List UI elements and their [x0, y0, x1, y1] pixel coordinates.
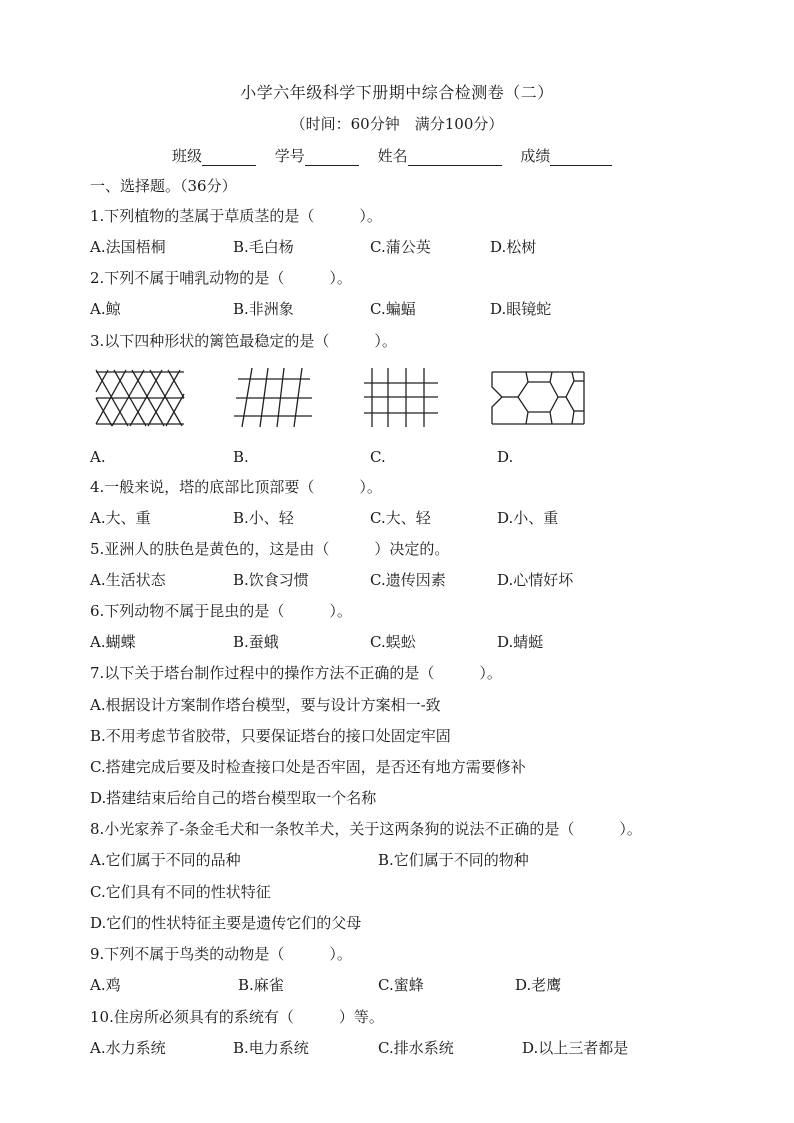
question-5-option-b[interactable]: B.饮食习惯	[233, 571, 309, 589]
question-8-stem: 8.小光家养了-条金毛犬和一条牧羊犬，关于这两条狗的说法不正确的是（ ）。	[90, 820, 642, 838]
question-9-stem: 9.下列不属于鸟类的动物是（ ）。	[90, 945, 352, 963]
question-5-stem: 5.亚洲人的肤色是黄色的，这是由（ ）决定的。	[90, 540, 450, 558]
score-field[interactable]	[520, 145, 612, 166]
question-6-option-b[interactable]: B.蚕蛾	[233, 633, 279, 651]
fence-d-hexagon-pattern-image	[488, 367, 588, 429]
student-number-label: 学号	[274, 147, 305, 165]
question-7-stem: 7.以下关于塔台制作过程中的操作方法不正确的是（ ）。	[90, 664, 502, 682]
score-label: 成绩	[520, 147, 551, 165]
question-3-option-b[interactable]: B.	[233, 448, 249, 466]
question-2-option-b[interactable]: B.非洲象	[233, 300, 294, 318]
question-8-option-a[interactable]: A.它们属于不同的品种	[90, 851, 241, 869]
question-4-option-a[interactable]: A.大、重	[90, 509, 151, 527]
student-number-field[interactable]	[275, 145, 359, 166]
question-5-option-d[interactable]: D.心情好坏	[497, 571, 574, 589]
fence-b-slanted-grid-image	[232, 365, 316, 429]
section-heading: 一、选择题。（36分）	[90, 177, 237, 195]
name-label: 姓名	[377, 147, 408, 165]
student-number-blank[interactable]	[305, 148, 359, 166]
question-3-option-c[interactable]: C.	[370, 448, 386, 466]
class-label: 班级	[172, 147, 203, 165]
name-blank[interactable]	[408, 148, 502, 166]
question-5-option-c[interactable]: C.遗传因素	[370, 571, 446, 589]
question-9-option-c[interactable]: C.蜜蜂	[378, 976, 424, 994]
question-6-stem: 6.下列动物不属于昆虫的是（ ）。	[90, 602, 352, 620]
exam-title: 小学六年级科学下册期中综合检测卷（二）	[240, 83, 554, 102]
question-4-option-d[interactable]: D.小、重	[497, 509, 559, 527]
fence-a-triangle-lattice-image	[94, 367, 186, 429]
question-9-option-d[interactable]: D.老鹰	[515, 976, 562, 994]
question-7-option-d[interactable]: D.搭建结束后给自己的塔台模型取一个名称	[90, 789, 377, 807]
question-6-option-a[interactable]: A.蝴蝶	[90, 633, 136, 651]
fence-c-square-grid-image	[362, 365, 440, 429]
question-8-option-d[interactable]: D.它们的性状特征主要是遗传它们的父母	[90, 914, 362, 932]
question-10-stem: 10.住房所必须具有的系统有（ ）等。	[90, 1008, 384, 1026]
question-8-option-b[interactable]: B.它们属于不同的物种	[378, 851, 529, 869]
question-2-stem: 2.下列不属于哺乳动物的是（ ）。	[90, 269, 352, 287]
question-3-stem: 3.以下四种形状的篱笆最稳定的是（ ）。	[90, 332, 397, 350]
question-10-option-b[interactable]: B.电力系统	[233, 1039, 309, 1057]
question-7-option-a[interactable]: A.根据设计方案制作塔台模型，要与设计方案相一-致	[90, 696, 441, 714]
question-7-option-b[interactable]: B.不用考虑节省胶带，只要保证塔台的接口处固定牢固	[90, 727, 451, 745]
question-10-option-c[interactable]: C.排水系统	[378, 1039, 454, 1057]
question-1-option-d[interactable]: D.松树	[490, 238, 537, 256]
class-field[interactable]	[172, 145, 256, 166]
score-blank[interactable]	[550, 148, 612, 166]
question-5-option-a[interactable]: A.生活状态	[90, 571, 166, 589]
question-2-option-c[interactable]: C.蝙蝠	[370, 300, 416, 318]
question-10-option-d[interactable]: D.以上三者都是	[522, 1039, 629, 1057]
question-3-option-a[interactable]: A.	[90, 448, 106, 466]
question-7-option-c[interactable]: C.搭建完成后要及时检查接口处是否牢固，是否还有地方需要修补	[90, 758, 526, 776]
name-field[interactable]	[378, 145, 502, 166]
exam-subtitle: （时间：60分钟 满分100分）	[290, 115, 504, 133]
question-4-option-c[interactable]: C.大、轻	[370, 509, 431, 527]
class-blank[interactable]	[202, 148, 256, 166]
question-8-option-c[interactable]: C.它们具有不同的性状特征	[90, 883, 271, 901]
question-2-option-a[interactable]: A.鲸	[90, 300, 121, 318]
question-6-option-c[interactable]: C.蜈蚣	[370, 633, 416, 651]
question-6-option-d[interactable]: D.蜻蜓	[497, 633, 544, 651]
question-10-option-a[interactable]: A.水力系统	[90, 1039, 166, 1057]
question-1-option-c[interactable]: C.蒲公英	[370, 238, 431, 256]
question-1-option-a[interactable]: A.法国梧桐	[90, 238, 166, 256]
question-9-option-b[interactable]: B.麻雀	[238, 976, 284, 994]
question-9-option-a[interactable]: A.鸡	[90, 976, 121, 994]
question-1-option-b[interactable]: B.毛白杨	[233, 238, 294, 256]
student-info-row	[172, 145, 626, 166]
question-1-stem: 1.下列植物的茎属于草质茎的是（ ）。	[90, 207, 382, 225]
question-3-option-d[interactable]: D.	[497, 448, 514, 466]
question-2-option-d[interactable]: D.眼镜蛇	[490, 300, 552, 318]
question-4-stem: 4.一般来说，塔的底部比顶部要（ ）。	[90, 478, 382, 496]
question-4-option-b[interactable]: B.小、轻	[233, 509, 294, 527]
